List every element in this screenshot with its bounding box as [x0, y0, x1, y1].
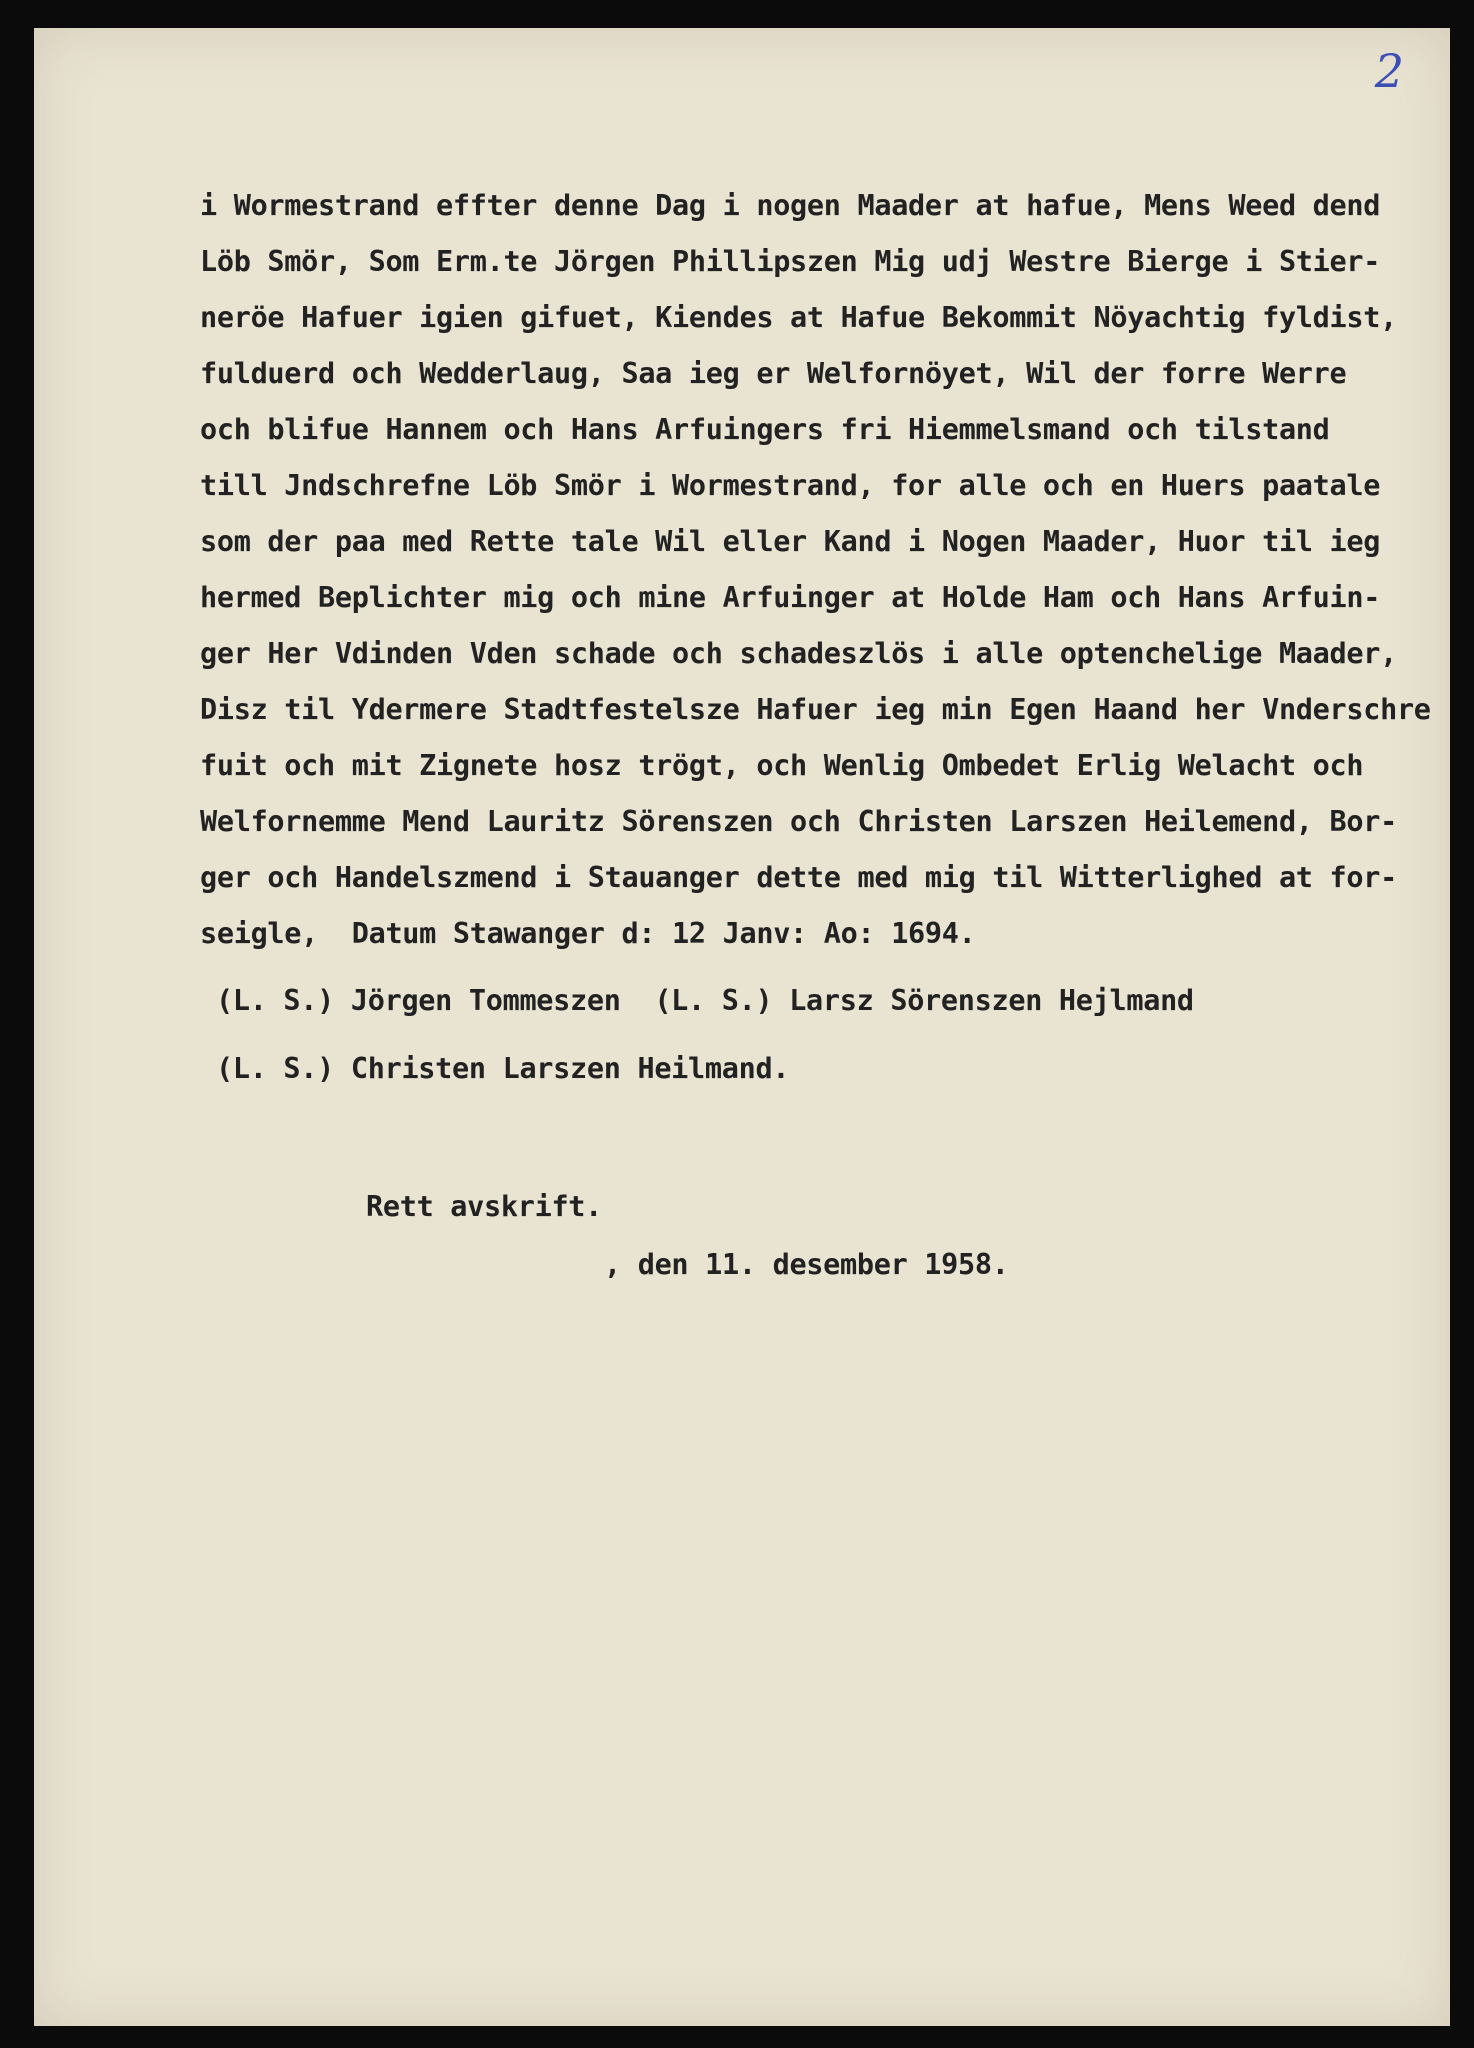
body-line: fuit och mit Zignete hosz trögt, och Wenlig Ombedet Erlig Welacht och: [200, 749, 1364, 782]
body-line: seigle, Datum Stawanger d: 12 Janv: Ao: 1694.: [200, 917, 976, 950]
body-line: i Wormestrand effter denne Dag i nogen Maader at hafue, Mens Weed dend: [200, 189, 1381, 222]
signature-line: (L. S.) Christen Larszen Heilmand.: [216, 1052, 790, 1085]
body-line: Welfornemme Mend Lauritz Sörenszen och Christen Larszen Heilemend, Bor-: [200, 805, 1397, 838]
signature-line: (L. S.) Jörgen Tommeszen (L. S.) Larsz Sörenszen Hejlmand: [216, 984, 1194, 1017]
attestation: Rett avskrift.: [366, 1190, 603, 1223]
body-line: och blifue Hannem och Hans Arfuingers fri Hiemmelsmand och tilstand: [200, 413, 1330, 446]
date-line: , den 11. desember 1958.: [604, 1248, 1009, 1281]
body-line: ger och Handelszmend i Stauanger dette med mig til Witterlighed at for-: [200, 861, 1397, 894]
body-line: Löb Smör, Som Erm.te Jörgen Phillipszen Mig udj Westre Bierge i Stier-: [200, 245, 1381, 278]
body-text: [200, 178, 1450, 962]
document-page: [34, 28, 1450, 2026]
body-line: neröe Hafuer igien gifuet, Kiendes at Hafue Bekommit Nöyachtig fyldist,: [200, 301, 1397, 334]
body-line: hermed Beplichter mig och mine Arfuinger at Holde Ham och Hans Arfuin-: [200, 581, 1381, 614]
page-number: 2: [1374, 44, 1404, 98]
body-line: fulduerd och Wedderlaug, Saa ieg er Welfornöyet, Wil der forre Werre: [200, 357, 1347, 390]
body-line: ger Her Vdinden Vden schade och schadeszlös i alle optenchelige Maader,: [200, 637, 1397, 670]
body-line: Disz til Ydermere Stadtfestelsze Hafuer ieg min Egen Haand her Vnderschre: [200, 693, 1431, 726]
body-line: till Jndschrefne Löb Smör i Wormestrand, for alle och en Huers paatale: [200, 469, 1381, 502]
body-line: som der paa med Rette tale Wil eller Kand i Nogen Maader, Huor til ieg: [200, 525, 1381, 558]
